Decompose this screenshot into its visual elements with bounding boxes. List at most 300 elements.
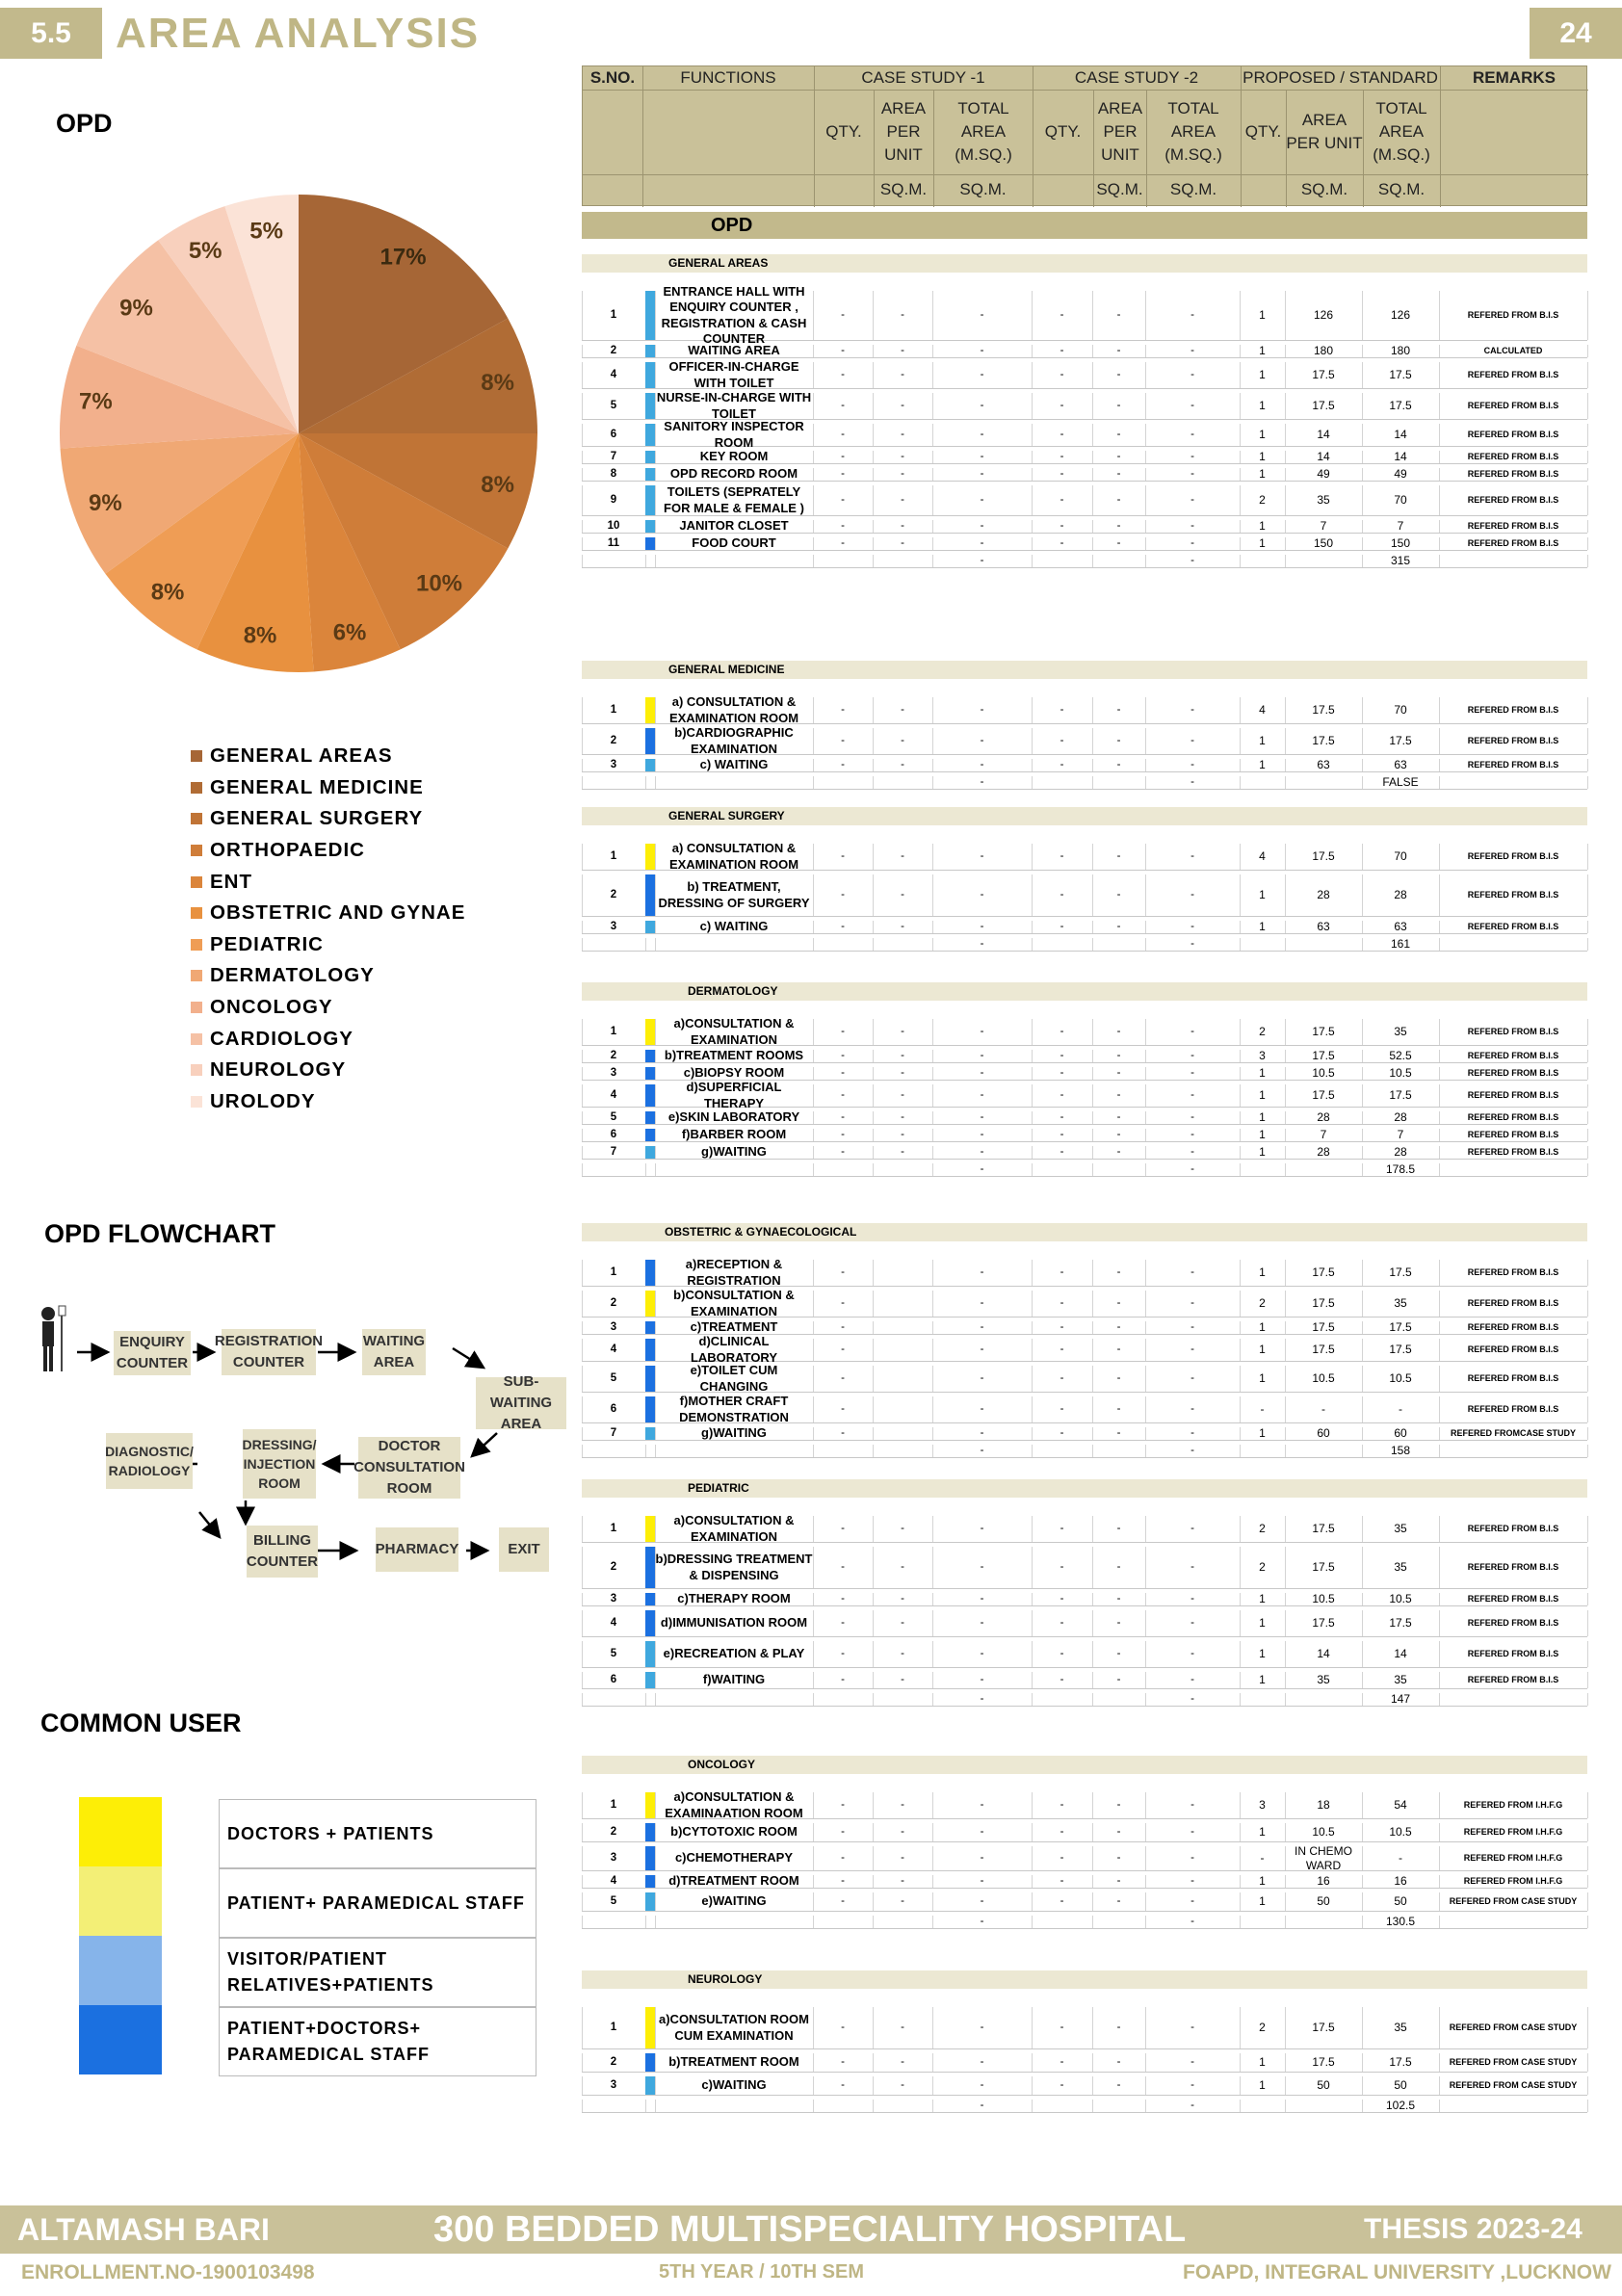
table-cell: - bbox=[841, 1617, 845, 1630]
table-cell: - bbox=[1116, 1875, 1121, 1888]
legend-swatch bbox=[191, 939, 202, 951]
user-type-bar bbox=[645, 697, 655, 723]
table-cell: 3 bbox=[1259, 1049, 1266, 1062]
table-cell: - bbox=[1260, 1851, 1265, 1865]
table-cell: - bbox=[1060, 704, 1064, 717]
table-cell: 2 bbox=[610, 735, 617, 747]
legend-label: DERMATOLOGY bbox=[210, 964, 375, 987]
table-cell: - bbox=[980, 1297, 984, 1310]
table-cell bbox=[1240, 1916, 1285, 1928]
table-row bbox=[582, 1593, 1587, 1606]
table-cell: - bbox=[901, 468, 904, 481]
flow-enquiry-counter: ENQUIRY COUNTER bbox=[114, 1331, 191, 1375]
table-cell bbox=[873, 1445, 932, 1457]
table-row bbox=[582, 1916, 1587, 1929]
table-cell: - bbox=[1060, 1344, 1064, 1356]
table-cell: 180 bbox=[1313, 344, 1334, 357]
table-cell: b)TREATMENT ROOM bbox=[668, 2054, 799, 2070]
table-cell: - bbox=[980, 369, 984, 381]
pie-data-label: 8% bbox=[481, 472, 514, 499]
table-cell: - bbox=[1190, 369, 1194, 381]
user-type-bar bbox=[645, 1610, 655, 1636]
table-cell: - bbox=[1116, 2022, 1121, 2034]
user-type-bar bbox=[645, 362, 655, 388]
table-cell: 1 bbox=[610, 2022, 617, 2034]
table-cell: - bbox=[980, 1403, 984, 1416]
table-cell bbox=[873, 1427, 932, 1440]
table-cell: 7 bbox=[1320, 519, 1327, 533]
table-cell: REFERED FROM B.I.S bbox=[1467, 1648, 1559, 1658]
table-cell: 3 bbox=[610, 759, 617, 771]
table-cell: 1 bbox=[1259, 1874, 1266, 1888]
table-cell bbox=[582, 938, 645, 951]
table-cell bbox=[1032, 1916, 1092, 1928]
table-cell: REFERED FROM B.I.S bbox=[1467, 1297, 1559, 1308]
table-cell: a)CONSULTATION & EXAMINAATION ROOM bbox=[665, 1789, 803, 1820]
table-cell bbox=[655, 1445, 813, 1457]
table-cell: d)SUPERFICIAL THERAPY bbox=[686, 1080, 782, 1110]
table-row bbox=[582, 1610, 1587, 1637]
table-cell: 17.5 bbox=[1312, 1296, 1335, 1310]
table-cell: 35 bbox=[1394, 1025, 1407, 1038]
table-cell: - bbox=[901, 1129, 904, 1141]
table-cell: 1 bbox=[1259, 1616, 1266, 1630]
pie-data-label: 7% bbox=[79, 388, 113, 415]
table-cell bbox=[1032, 1163, 1092, 1176]
legend-label: PEDIATRIC bbox=[210, 932, 324, 955]
table-cell: - bbox=[901, 537, 904, 550]
table-cell: REFERED FROM I.H.F.G bbox=[1463, 1875, 1563, 1886]
table-cell: REFERED FROM B.I.S bbox=[1467, 889, 1559, 900]
table-row bbox=[582, 1672, 1587, 1689]
table-cell bbox=[873, 555, 932, 567]
user-type-bar bbox=[645, 1146, 655, 1159]
table-cell: 17.5 bbox=[1389, 1343, 1412, 1356]
table-cell: - bbox=[901, 1067, 904, 1080]
table-cell: 10.5 bbox=[1389, 1825, 1412, 1839]
table-cell: 1 bbox=[610, 309, 617, 322]
legend-item bbox=[191, 835, 465, 867]
pie-data-label: 5% bbox=[249, 218, 283, 245]
table-cell: JANITOR CLOSET bbox=[679, 518, 789, 534]
table-cell bbox=[655, 938, 813, 951]
table-cell: 17.5 bbox=[1312, 1522, 1335, 1535]
table-cell: - bbox=[901, 429, 904, 441]
table-cell: 17.5 bbox=[1312, 1025, 1335, 1038]
table-cell: - bbox=[1116, 1321, 1121, 1334]
table-cell: 1 bbox=[1259, 1128, 1266, 1141]
user-type-bar bbox=[645, 1019, 655, 1045]
table-cell: 50 bbox=[1317, 1894, 1330, 1908]
user-type-bar bbox=[645, 1321, 655, 1334]
table-cell: - bbox=[841, 1648, 845, 1660]
table-cell: 1 bbox=[1259, 1894, 1266, 1908]
table-cell: - bbox=[841, 468, 845, 481]
table-cell: - bbox=[1116, 537, 1121, 550]
table-cell: 2 bbox=[610, 1826, 617, 1839]
table-cell: 150 bbox=[1390, 536, 1411, 550]
table-cell: 2 bbox=[1259, 1522, 1266, 1535]
table-cell: 10.5 bbox=[1389, 1592, 1412, 1605]
table-cell: - bbox=[1190, 1916, 1194, 1928]
table-cell: - bbox=[980, 468, 984, 481]
table-row bbox=[582, 1257, 1587, 1288]
table-cell: - bbox=[1190, 1593, 1194, 1605]
table-cell bbox=[1032, 938, 1092, 951]
table-cell: NURSE-IN-CHARGE WITH TOILET bbox=[656, 390, 812, 421]
table-cell: TOILETS (SEPRATELY FOR MALE & FEMALE ) bbox=[664, 484, 804, 515]
table-cell: e)TOILET CUM CHANGING bbox=[690, 1363, 778, 1394]
user-type-bar bbox=[645, 468, 655, 481]
table-row bbox=[582, 390, 1587, 421]
table-cell: - bbox=[1116, 2079, 1121, 2092]
table-cell: REFERED FROM B.I.S bbox=[1467, 1321, 1559, 1332]
table-cell: - bbox=[1190, 1799, 1194, 1812]
table-cell: 2 bbox=[610, 1050, 617, 1062]
section-heading: DERMATOLOGY bbox=[582, 982, 1587, 1001]
table-cell: - bbox=[841, 1799, 845, 1812]
table-cell: REFERED FROM B.I.S bbox=[1467, 1111, 1559, 1122]
table-cell: - bbox=[1116, 735, 1121, 747]
table-cell: - bbox=[841, 2079, 845, 2092]
table-cell: - bbox=[1060, 494, 1064, 507]
table-cell: 2 bbox=[1259, 1560, 1266, 1574]
legend-item bbox=[191, 803, 465, 835]
table-cell: - bbox=[1116, 1266, 1121, 1279]
table-cell: f)WAITING bbox=[702, 1672, 766, 1687]
table-cell: - bbox=[980, 1648, 984, 1660]
table-cell bbox=[1285, 1163, 1362, 1176]
opd-bar: OPD bbox=[582, 212, 1587, 239]
table-cell: 35 bbox=[1394, 1296, 1407, 1310]
user-type-bar bbox=[645, 1084, 655, 1107]
table-cell: - bbox=[901, 309, 904, 322]
table-cell bbox=[873, 938, 932, 951]
table-cell: - bbox=[1060, 468, 1064, 481]
table-cell: - bbox=[901, 850, 904, 863]
table-cell: 150 bbox=[1313, 536, 1334, 550]
table-cell: - bbox=[841, 494, 845, 507]
table-cell bbox=[655, 555, 813, 567]
table-cell bbox=[655, 2100, 813, 2112]
user-type-bar bbox=[645, 1792, 655, 1818]
table-cell: - bbox=[1060, 1523, 1064, 1535]
table-row bbox=[582, 1067, 1587, 1081]
table-cell: - bbox=[980, 938, 984, 951]
flow-sub-waiting-area: SUB-WAITING AREA bbox=[476, 1377, 566, 1429]
table-cell bbox=[1439, 1163, 1587, 1176]
table-cell: 70 bbox=[1394, 493, 1407, 507]
table-cell bbox=[1092, 1916, 1145, 1928]
table-cell: - bbox=[1116, 1111, 1121, 1124]
table-cell: 14 bbox=[1317, 1647, 1330, 1660]
table-cell: - bbox=[1116, 451, 1121, 463]
table-cell: b)TREATMENT ROOMS bbox=[664, 1048, 804, 1063]
legend-item bbox=[191, 992, 465, 1024]
table-cell: 49 bbox=[1394, 467, 1407, 481]
table-section bbox=[582, 661, 1587, 789]
table-cell: - bbox=[901, 735, 904, 747]
table-cell: - bbox=[1190, 494, 1194, 507]
table-cell: a)CONSULTATION & EXAMINATION bbox=[673, 1513, 795, 1544]
table-cell: 60 bbox=[1394, 1426, 1407, 1440]
opd-flowchart bbox=[29, 1271, 568, 1608]
table-cell: REFERED FROM B.I.S bbox=[1467, 1344, 1559, 1354]
table-cell: - bbox=[1190, 1111, 1194, 1124]
table-cell bbox=[1092, 1163, 1145, 1176]
table-cell bbox=[1285, 938, 1362, 951]
table-cell: - bbox=[1116, 889, 1121, 901]
table-cell: - bbox=[901, 1593, 904, 1605]
table-cell: 17.5 bbox=[1312, 1320, 1335, 1334]
table-cell: - bbox=[901, 400, 904, 412]
table-cell: - bbox=[901, 1674, 904, 1686]
user-type-bar bbox=[645, 759, 655, 771]
table-cell: - bbox=[1060, 1050, 1064, 1062]
table-cell bbox=[655, 776, 813, 789]
table-section bbox=[582, 1479, 1587, 1706]
table-cell: - bbox=[841, 1321, 845, 1334]
table-cell: REFERED FROM B.I.S bbox=[1467, 921, 1559, 931]
table-cell: REFERED FROM B.I.S bbox=[1467, 400, 1559, 410]
cs1-total-area: TOTAL AREA (M.SQ.) bbox=[955, 99, 1012, 164]
table-cell bbox=[1285, 2100, 1362, 2112]
table-cell: - bbox=[841, 1089, 845, 1102]
table-cell: - bbox=[1116, 1297, 1121, 1310]
table-cell: - bbox=[1060, 520, 1064, 533]
col-proposed: PROPOSED / STANDARD bbox=[1243, 68, 1438, 87]
table-cell: - bbox=[841, 451, 845, 463]
table-cell: REFERED FROM B.I.S bbox=[1467, 1523, 1559, 1533]
table-cell: - bbox=[1116, 704, 1121, 717]
table-cell: 35 bbox=[1317, 493, 1330, 507]
table-cell: b)CYTOTOXIC ROOM bbox=[670, 1824, 798, 1839]
table-cell: 18 bbox=[1317, 1798, 1330, 1812]
table-cell bbox=[1032, 1445, 1092, 1457]
table-cell: 28 bbox=[1317, 888, 1330, 901]
table-cell: - bbox=[901, 1146, 904, 1159]
table-cell bbox=[1285, 776, 1362, 789]
table-cell: c)TREATMENT bbox=[690, 1319, 778, 1335]
table-cell: - bbox=[1190, 1427, 1194, 1440]
table-cell: 1 bbox=[1259, 1371, 1266, 1385]
table-cell: - bbox=[841, 735, 845, 747]
table-row bbox=[582, 555, 1587, 568]
table-cell: - bbox=[1116, 1799, 1121, 1812]
table-cell: 1 bbox=[1259, 519, 1266, 533]
table-cell bbox=[813, 1445, 873, 1457]
table-cell: - bbox=[841, 850, 845, 863]
col-case-study-2: CASE STUDY -2 bbox=[1074, 68, 1199, 87]
table-cell: - bbox=[841, 2056, 845, 2069]
table-cell: - bbox=[1060, 1067, 1064, 1080]
table-cell: 70 bbox=[1394, 849, 1407, 863]
table-row bbox=[582, 725, 1587, 756]
table-cell: 1 bbox=[1259, 1066, 1266, 1080]
user-color-swatch bbox=[79, 1866, 162, 1936]
table-cell: - bbox=[980, 1163, 984, 1176]
table-cell: 54 bbox=[1394, 1798, 1407, 1812]
table-cell: - bbox=[980, 2022, 984, 2034]
legend-label: GENERAL SURGERY bbox=[210, 807, 424, 830]
table-cell: - bbox=[901, 520, 904, 533]
table-section bbox=[582, 1970, 1587, 2112]
table-cell: 1 bbox=[1259, 1426, 1266, 1440]
table-cell: - bbox=[980, 1111, 984, 1124]
user-type-bar bbox=[645, 921, 655, 933]
table-cell: c)BIOPSY ROOM bbox=[683, 1065, 785, 1081]
table-cell: - bbox=[1060, 1129, 1064, 1141]
table-cell: REFERED FROM B.I.S bbox=[1467, 494, 1559, 505]
table-cell: - bbox=[1060, 1427, 1064, 1440]
section-heading: NEUROLOGY bbox=[582, 1970, 1587, 1989]
table-cell: 17.5 bbox=[1389, 1088, 1412, 1102]
table-row bbox=[582, 419, 1587, 450]
prop-area-per-unit: AREA PER UNIT bbox=[1286, 111, 1363, 152]
table-cell bbox=[1032, 2100, 1092, 2112]
table-cell bbox=[873, 1163, 932, 1176]
legend-swatch bbox=[191, 1064, 202, 1076]
table-cell bbox=[582, 1163, 645, 1176]
table-cell: - bbox=[1190, 704, 1194, 717]
flowchart-title: OPD FLOWCHART bbox=[44, 1219, 275, 1248]
table-cell bbox=[1240, 1445, 1285, 1457]
table-cell: 28 bbox=[1394, 888, 1407, 901]
legend-item bbox=[191, 1086, 465, 1118]
flow-billing-counter: BILLING COUNTER bbox=[247, 1526, 318, 1578]
table-row bbox=[582, 1321, 1587, 1335]
table-section bbox=[582, 982, 1587, 1176]
table-cell: - bbox=[901, 2056, 904, 2069]
table-cell: - bbox=[980, 1372, 984, 1385]
table-cell: 6 bbox=[610, 1403, 617, 1416]
table-cell: REFERED FROM CASE STUDY bbox=[1449, 2022, 1578, 2032]
table-cell: - bbox=[1190, 1648, 1194, 1660]
table-row bbox=[582, 1396, 1587, 1423]
user-type-bar bbox=[645, 1366, 655, 1392]
table-cell: - bbox=[901, 2079, 904, 2092]
table-cell: - bbox=[841, 1372, 845, 1385]
table-cell bbox=[1092, 1693, 1145, 1706]
table-cell: OFFICER-IN-CHARGE WITH TOILET bbox=[668, 359, 799, 390]
table-cell: - bbox=[1190, 1403, 1194, 1416]
table-cell: 1 bbox=[1259, 308, 1266, 322]
table-cell: - bbox=[980, 1344, 984, 1356]
table-cell: REFERED FROMCASE STUDY bbox=[1450, 1427, 1576, 1438]
user-type-bar bbox=[645, 291, 655, 340]
table-cell: 35 bbox=[1394, 2021, 1407, 2034]
table-cell bbox=[1092, 555, 1145, 567]
table-cell: - bbox=[841, 1403, 845, 1416]
table-cell: - bbox=[841, 1427, 845, 1440]
user-type-bar bbox=[645, 1547, 655, 1588]
user-type-bar bbox=[645, 451, 655, 463]
table-cell: d)IMMUNISATION ROOM bbox=[660, 1615, 808, 1631]
table-cell: 1 bbox=[1259, 1320, 1266, 1334]
table-cell: 161 bbox=[1390, 937, 1411, 951]
table-cell: - bbox=[841, 1344, 845, 1356]
table-row bbox=[582, 776, 1587, 790]
table-cell: 1 bbox=[1259, 1647, 1266, 1660]
table-row bbox=[582, 921, 1587, 934]
table-cell: - bbox=[980, 1617, 984, 1630]
table-cell bbox=[1092, 776, 1145, 789]
table-cell: - bbox=[1190, 2022, 1194, 2034]
table-cell: 10.5 bbox=[1389, 1066, 1412, 1080]
table-cell: - bbox=[1060, 1146, 1064, 1159]
table-cell: 1 bbox=[1259, 399, 1266, 412]
table-row bbox=[582, 1693, 1587, 1707]
table-cell bbox=[813, 2100, 873, 2112]
table-cell: - bbox=[1060, 1111, 1064, 1124]
table-cell: 7 bbox=[1397, 519, 1404, 533]
table-cell: - bbox=[1116, 520, 1121, 533]
user-type-bar bbox=[645, 520, 655, 533]
table-cell: - bbox=[980, 1852, 984, 1865]
table-cell: - bbox=[841, 537, 845, 550]
table-row bbox=[582, 1363, 1587, 1394]
table-cell: 1 bbox=[1259, 450, 1266, 463]
page-title: AREA ANALYSIS bbox=[116, 10, 481, 57]
table-cell: - bbox=[980, 309, 984, 322]
table-cell: - bbox=[1190, 850, 1194, 863]
table-section bbox=[582, 1223, 1587, 1457]
table-cell: 1 bbox=[1259, 1145, 1266, 1159]
table-row bbox=[582, 1513, 1587, 1544]
table-cell bbox=[813, 555, 873, 567]
table-cell: - bbox=[841, 704, 845, 717]
table-cell: 1 bbox=[1259, 2055, 1266, 2069]
table-cell: 49 bbox=[1317, 467, 1330, 481]
table-cell: - bbox=[841, 1129, 845, 1141]
table-cell bbox=[813, 938, 873, 951]
table-cell: - bbox=[980, 2056, 984, 2069]
table-cell: 1 bbox=[1259, 920, 1266, 933]
legend-swatch bbox=[191, 845, 202, 856]
table-cell: - bbox=[841, 520, 845, 533]
table-cell: - bbox=[1321, 1402, 1325, 1416]
table-cell: - bbox=[901, 1875, 904, 1888]
table-cell: g)WAITING bbox=[701, 1144, 767, 1160]
table-cell: IN CHEMO WARD bbox=[1295, 1843, 1352, 1872]
table-cell: - bbox=[1116, 1067, 1121, 1080]
table-cell bbox=[1439, 555, 1587, 567]
table-cell: 1 bbox=[1259, 368, 1266, 381]
table-cell: 17.5 bbox=[1312, 2021, 1335, 2034]
table-cell: - bbox=[980, 889, 984, 901]
table-cell: - bbox=[1116, 494, 1121, 507]
table-cell: 17.5 bbox=[1312, 1616, 1335, 1630]
table-cell: FOOD COURT bbox=[692, 535, 776, 551]
common-user-title: COMMON USER bbox=[40, 1709, 242, 1737]
table-cell: - bbox=[1116, 1561, 1121, 1574]
table-cell: 7 bbox=[610, 451, 617, 463]
table-cell: 1 bbox=[1259, 1673, 1266, 1686]
table-cell: - bbox=[841, 889, 845, 901]
table-cell bbox=[1032, 776, 1092, 789]
table-cell: - bbox=[980, 1561, 984, 1574]
table-cell: - bbox=[901, 345, 904, 357]
table-cell: - bbox=[980, 1875, 984, 1888]
table-cell: 63 bbox=[1317, 758, 1330, 771]
table-cell bbox=[873, 776, 932, 789]
table-row bbox=[582, 841, 1587, 872]
table-cell: 3 bbox=[1259, 1798, 1266, 1812]
table-cell: 50 bbox=[1394, 2078, 1407, 2092]
table-cell: 7 bbox=[1397, 1128, 1404, 1141]
table-cell bbox=[582, 1445, 645, 1457]
table-cell bbox=[873, 1916, 932, 1928]
